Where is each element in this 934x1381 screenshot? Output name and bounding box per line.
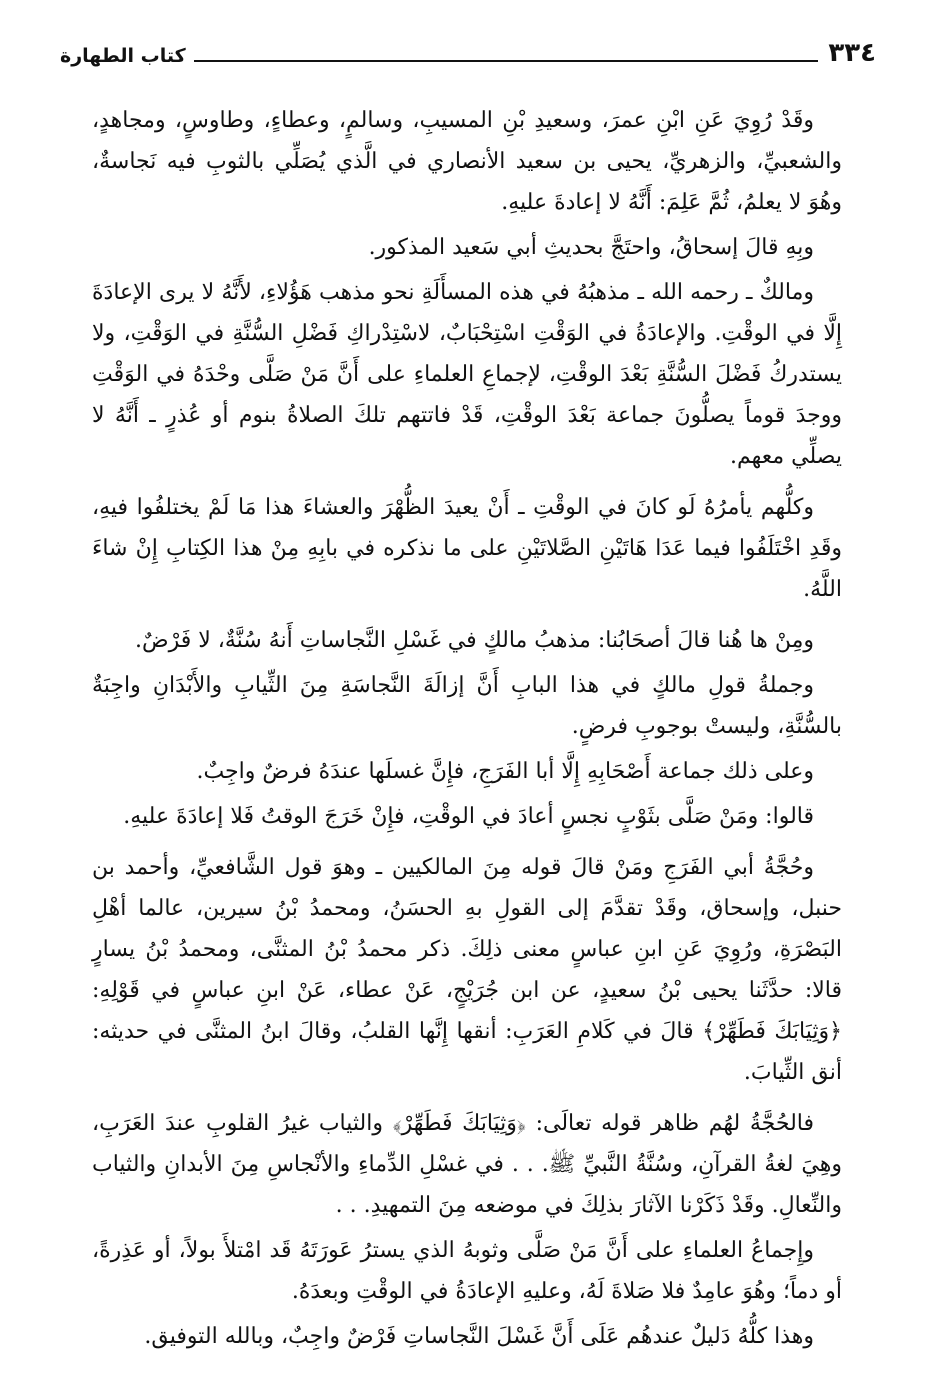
paragraph: ومِنْ ها هُنا قالَ أصحَابُنا: مذهبُ مالكٍ في غَسْلِ النَّجاساتِ أَنهُ سُنَّةٌ، لا فَرْضٌ. <box>134 628 814 653</box>
paragraph: وعلى ذلك جماعة أَصْحَابِهِ إِلَّا أبا الفَرَجِ، فإِنَّ غسلَها عندَهُ فرضٌ واجِبٌ. <box>196 759 814 784</box>
page-number: ٣٣٤ <box>828 38 876 68</box>
paragraph: وكلُّهم يأمرُهُ لَو كانَ في الوقْتِ ـ أَنْ يعيدَ الظُّهْرَ والعشاءَ هذا مَا لَمْ يختلفُوا فيهِ، وقَدِ اخْتَلَفُوا فيما عَدَا هَاتَيْنِ الصَّلاتَيْنِ على ما نذكره في بابِهِ مِنْ هذا الكِتابِ إِنْ شاءَ اللَّهُ. <box>92 495 842 602</box>
paragraph: وجملةُ قولِ مالكٍ في هذا البابِ أَنَّ إزالَةَ النَّجاسَةِ مِنَ الثِّيابِ والأَبْدَانِ واجِبَةٌ بالسُّنَّةِ، وليستْ بوجوبِ فرضٍ. <box>92 673 842 739</box>
paragraph: وحُجَّةُ أبي الفَرَجِ ومَنْ قالَ قوله مِنَ المالكيين ـ وهوَ قول الشَّافعيِّ، وأحمد بن حنبل، وإسحاق، وقَدْ تقدَّمَ إلى القولِ بهِ الحسَنُ، ومحمدُ بْنُ سيرين، عالما أهْلِ البَصْرَةِ، ورُوِيَ عَنِ ابنِ عباسٍ معنى ذلِكَ. ذكر محمدُ بْنُ المثنَّى، ومحمدُ بْنُ يسارٍ قالا: حدَّثَنا يحيى بْنُ سعيدٍ، عن ابن جُرَيْجٍ، عَنْ عطاء، عَنْ ابنِ عباسٍ في قَوْلِهِ: ﴿وَثِيَابَكَ فَطَهِّرْ﴾ قالَ في كَلامِ العَرَبِ: أنقها إِنَّها القلبُ، وقالَ ابنُ المثنَّى في حديثه: أنق الثِّيابَ. <box>92 855 842 1085</box>
page-body <box>92 100 842 1361</box>
paragraph: فالحُجَّةُ لهُم ظاهر قوله تعالَى: ﴿وَثِيَابَكَ فَطَهِّرْ﴾ والثياب غيرُ القلوبِ عندَ العَرَبِ، وهِيَ لغةُ القرآنِ، وسُنَّةُ النَّبيِّ ﷺ. . . في غسْلِ الدِّماءِ والأنْجاسِ مِنَ الأبدانِ والثياب والنِّعالِ. وقَدْ ذَكَرْنا الآثارَ بذلِكَ في موضعه مِنَ التمهيدِ. . . <box>92 1111 842 1218</box>
header-rule <box>194 60 819 62</box>
book-title: كتاب الطهارة <box>60 45 186 67</box>
paragraph: وهذا كلُّهُ دَليلٌ عندهُم عَلَى أَنَّ غَسْلَ النَّجاساتِ فَرْضٌ واجِبٌ، وبالله التوفيق. <box>144 1324 814 1349</box>
paragraph: وإِجماعُ العلماءِ على أَنَّ مَنْ صَلَّى وثوبهُ الذي يسترُ عَورَتَهُ قَد امْتلأَ بولاً، أو عَذِرةً، أو دماً؛ وهُوَ عامِدٌ فلا صَلاةَ لَهُ، وعليهِ الإعادَةُ في الوقْتِ وبعدَهُ. <box>92 1238 842 1304</box>
paragraph: ومالكٌ ـ رحمه الله ـ مذهبُهُ في هذه المسأَلَةِ نحو مذهب هَؤُلاءِ، لأَنَّهُ لا يرى الإعادَةَ إِلَّا في الوقْتِ. والإعادَةُ في الوَقْتِ اسْتِحْبَابٌ، لاسْتِدْراكِ فَضْلِ السُّنَّةِ في الوَقْتِ، ولا يستدركُ فَضْلَ السُّنَّةِ بَعْدَ الوقْتِ، لإجماعِ العلماءِ على أَنَّ مَنْ صَلَّى وحْدَهُ في الوَقْتِ ووجدَ قوماً يصلُّونَ جماعة بَعْدَ الوقْتِ، قَدْ فاتتهم تلكَ الصلاةُ بنوم أو عُذرٍ ـ أَنَّهُ لا يصلِّي معهم. <box>92 280 842 469</box>
running-header <box>60 28 876 74</box>
paragraph: وبِهِ قالَ إسحاقُ، واحتَجَّ بحديثِ أبي سَعيد المذكور. <box>368 235 814 260</box>
paragraph: وقَدْ رُوِيَ عَنِ ابْنِ عمرَ، وسعيدِ بْنِ المسيبِ، وسالمٍ، وعطاءٍ، وطاوسٍ، ومجاهدٍ، والشعبيِّ، والزهريِّ، يحيى بن سعيد الأنصاري في الَّذي يُصَلِّي بالثوبِ فيه نَجاسةٌ، وهُوَ لا يعلمُ، ثُمَّ عَلِمَ: أَنَّهُ لا إعادةَ عليهِ. <box>92 108 843 215</box>
paragraph: قالوا: ومَنْ صَلَّى بثَوْبٍ نجسٍ أعادَ في الوقْتِ، فإِنْ خَرَجَ الوقتُ فَلا إعادَةَ عليهِ. <box>123 804 814 829</box>
